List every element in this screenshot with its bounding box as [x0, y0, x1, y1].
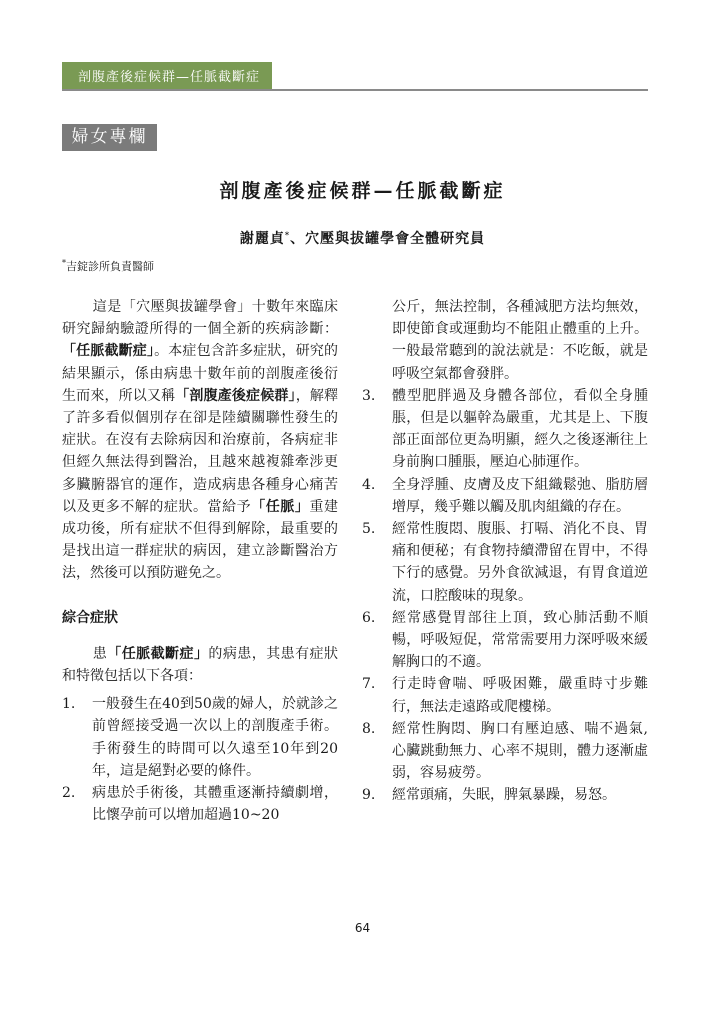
item-number: 8.	[362, 720, 376, 737]
item-text: 體型肥胖過及身體各部位，看似全身腫脹，但是以軀幹為嚴重，尤其是上、下腹部正面部位更為明顯，經久之後逐漸往上身前胸口腫脹，壓迫心肺運作。	[392, 387, 648, 471]
section-lead	[62, 643, 338, 687]
item-number: 1.	[62, 696, 76, 713]
footnote	[62, 258, 154, 274]
item-text: 經常頭痛，失眠，脾氣暴躁，易怒。	[392, 787, 616, 804]
section-lead-a: 患	[92, 645, 108, 662]
intro-paragraph	[62, 296, 338, 585]
intro-text-2: 。本症包含許多症狀，研究的結果顯示，係由病患十數年前的剖腹產後衍生而來，所以又稱	[62, 343, 339, 404]
item-text: 病患於手術後，其體重逐漸持續劇增，比懷孕前可以增加超過10~20	[92, 785, 338, 824]
list-item	[362, 673, 648, 717]
item-number: 4.	[362, 476, 376, 493]
running-title: 剖腹產後症候群—任脈截斷症	[78, 70, 261, 85]
intro-bold-3: 「任脈」	[251, 498, 310, 515]
left-column	[62, 296, 338, 826]
item-text: 經常感覺胃部往上頂，致心肺活動不順暢，呼吸短促，常常需要用力深呼吸來緩解胸口的不適。	[392, 609, 648, 671]
item-text: 經常性腹悶、腹脹、打嗝、消化不良、胃痛和便秘；有食物持續滯留在胃中，不得下行的感覺。另外食欲減退，有胃食道逆流，口腔酸味的現象。	[392, 521, 648, 604]
item-number: 5.	[362, 521, 376, 538]
author-affiliation: 、穴壓與拔罐學會全體研究員	[290, 231, 486, 247]
list-item-continued	[362, 296, 648, 385]
author-mark: *	[284, 229, 291, 240]
section-lead-b: 的病患，其患有症狀和特徵包括以下各項：	[62, 645, 339, 685]
list-item	[362, 607, 648, 674]
list-item	[62, 693, 338, 782]
item-number: 2.	[62, 785, 76, 802]
item-number	[362, 296, 392, 385]
item-number: 7.	[362, 676, 376, 693]
item-text: 經常性胸悶、胸口有壓迫感、喘不過氣,心臟跳動無力、心率不規則，體力逐漸虛弱，容易疲勞。	[392, 720, 648, 782]
list-item	[362, 518, 648, 607]
column-tag: 婦女專欄	[62, 124, 157, 151]
list-item	[362, 474, 648, 518]
list-item	[362, 718, 648, 785]
item-number: 3.	[362, 387, 376, 404]
author-name: 謝麗貞	[239, 231, 285, 247]
list-item	[62, 782, 338, 826]
section-lead-bold: 「任脈截斷症」	[107, 645, 209, 662]
header-rule	[62, 89, 648, 91]
item-number: 9.	[362, 787, 376, 804]
intro-bold-1: 「任脈截斷症」	[62, 343, 155, 360]
intro-bold-2: 「剖腹產後症候群」	[175, 387, 296, 404]
author-line	[0, 228, 725, 248]
right-column	[362, 296, 648, 807]
footnote-mark: *	[62, 258, 66, 268]
item-text: 一般發生在40到50歲的婦人，於就診之前曾經接受過一次以上的剖腹產手術。手術發生的時間可以久遠至10年到20年，這是絕對必要的條件。	[92, 696, 338, 779]
article-title: 剖腹產後症候群—任脈截斷症	[219, 180, 506, 202]
intro-text-4: 重建成功後，所有症狀不但得到解除，最重要的是找出這一群症狀的病因，建立診斷醫治方法，然後可以預防避免之。	[62, 498, 339, 582]
footnote-text: 吉錠診所負責醫師	[66, 260, 154, 273]
page-number: 64	[354, 921, 371, 935]
item-number: 6.	[362, 609, 376, 626]
section-heading: 綜合症狀	[62, 609, 118, 626]
list-item	[362, 385, 648, 474]
item-text: 全身浮腫、皮膚及皮下組織鬆弛、脂肪層增厚，幾乎難以觸及肌肉組織的存在。	[392, 476, 648, 515]
intro-text-1: 這是「穴壓與拔罐學會」十數年來臨床研究歸納驗證所得的一個全新的疾病診斷：	[62, 299, 338, 338]
item-text: 行走時會喘、呼吸困難，嚴重時寸步難行，無法走遠路或爬樓梯。	[392, 676, 648, 715]
item-text: 公斤，無法控制，各種減肥方法均無效，即使節食或運動均不能阻止體重的上升。一般最常聽到的說法就是：不吃飯，就是呼吸空氣都會發胖。	[392, 299, 648, 382]
list-item	[362, 784, 648, 806]
intro-text-3: ，解釋了許多看似個別存在卻是陸續關聯性發生的症狀。在沒有去除病因和治療前，各病症非但經久無法得到醫治，且越來越複雜牽涉更多臟腑器官的運作，造成病患各種身心痛苦以及更多不解的症狀。當給予	[62, 387, 339, 515]
